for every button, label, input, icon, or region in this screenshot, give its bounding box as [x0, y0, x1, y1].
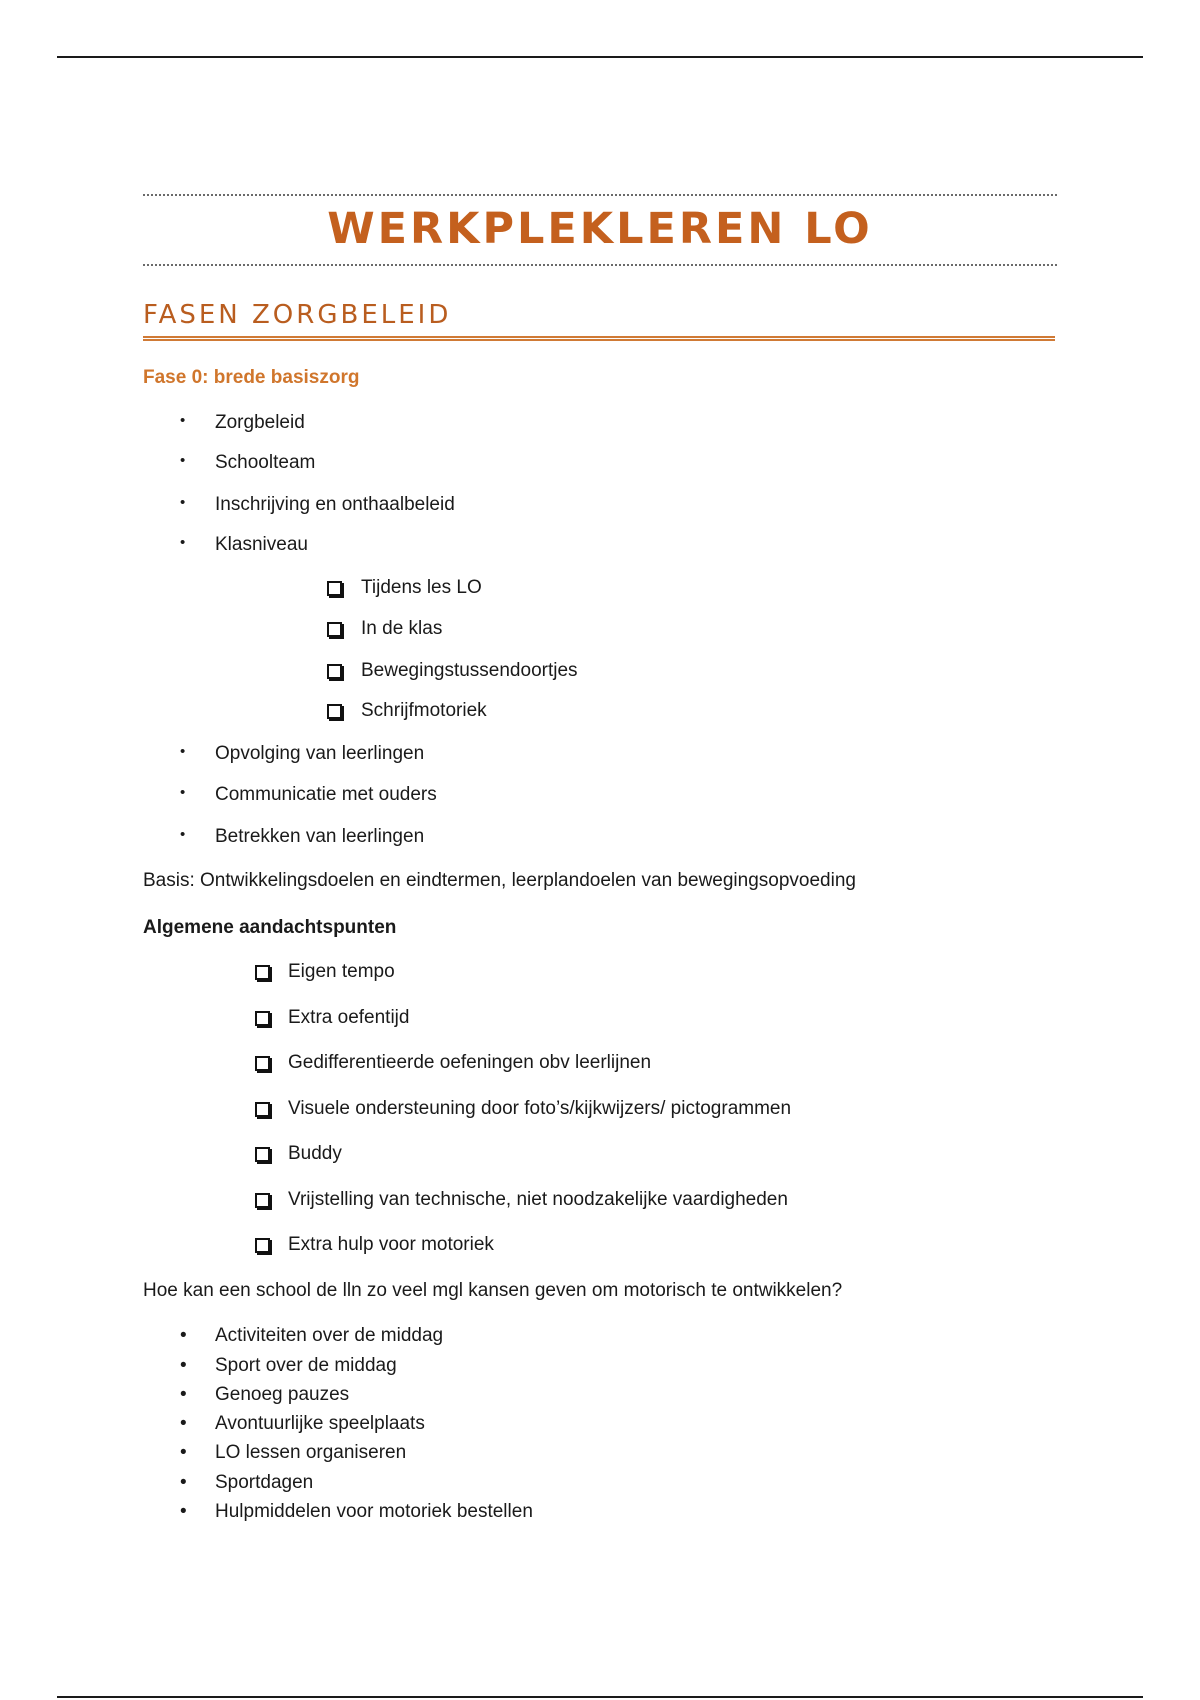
bullet-icon: • — [180, 1384, 187, 1405]
bullet-icon: • — [180, 1442, 187, 1463]
checkbox-icon — [255, 1056, 270, 1071]
answer-item-label: LO lessen organiseren — [215, 1442, 407, 1463]
bullet-icon: • — [180, 412, 186, 429]
list-item-label: Communicatie met ouders — [215, 784, 437, 805]
bullet-icon: • — [180, 452, 186, 469]
list-item-label: Opvolging van leerlingen — [215, 743, 425, 764]
checkbox-icon — [255, 1238, 270, 1253]
answer-item-label: Genoeg pauzes — [215, 1384, 350, 1405]
sublist-item-label: Schrijfmotoriek — [361, 700, 487, 721]
checkbox-icon — [327, 664, 342, 679]
attention-item-label: Gedifferentieerde oefeningen obv leerlijnen — [288, 1052, 652, 1073]
bullet-icon: • — [180, 743, 186, 760]
answer-item-label: Avontuurlijke speelplaats — [215, 1413, 425, 1434]
bullet-icon: • — [180, 494, 186, 511]
checkbox-icon — [255, 1102, 270, 1117]
bullet-icon: • — [180, 784, 186, 801]
sublist-item-label: Tijdens les LO — [361, 577, 482, 598]
question-text: Hoe kan een school de lln zo veel mgl kansen geven om motorisch te ontwikkelen? — [143, 1280, 843, 1301]
attention-item-label: Extra oefentijd — [288, 1007, 410, 1028]
list-item-label: Klasniveau — [215, 534, 308, 555]
attention-item-label: Vrijstelling van technische, niet noodzakelijke vaardigheden — [288, 1189, 788, 1210]
answer-item-label: Sportdagen — [215, 1472, 314, 1493]
attention-heading: Algemene aandachtspunten — [143, 917, 397, 938]
attention-item-label: Visuele ondersteuning door foto’s/kijkwijzers/ pictogrammen — [288, 1098, 792, 1119]
document-title: WERKPLEKLEREN LO — [327, 204, 873, 254]
checkbox-icon — [327, 704, 342, 719]
bullet-icon: • — [180, 1501, 187, 1522]
phase-heading: Fase 0: brede basiszorg — [143, 367, 360, 388]
answer-item-label: Activiteiten over de middag — [215, 1325, 444, 1346]
attention-item-label: Extra hulp voor motoriek — [288, 1234, 494, 1255]
list-item-label: Betrekken van leerlingen — [215, 826, 425, 847]
basis-text: Basis: Ontwikkelingsdoelen en eindtermen, leerplandoelen van bewegingsopvoeding — [143, 870, 856, 891]
checkbox-icon — [255, 1011, 270, 1026]
checkbox-icon — [327, 581, 342, 596]
checkbox-icon — [255, 1193, 270, 1208]
sublist-item-label: Bewegingstussendoortjes — [361, 660, 578, 681]
bullet-icon: • — [180, 534, 186, 551]
sublist-item-label: In de klas — [361, 618, 443, 639]
checkbox-icon — [255, 1147, 270, 1162]
attention-item-label: Eigen tempo — [288, 961, 395, 982]
bullet-icon: • — [180, 1325, 187, 1346]
page-bottom-rule — [57, 1696, 1143, 1698]
bullet-icon: • — [180, 1472, 187, 1493]
page-top-rule — [57, 56, 1143, 58]
bullet-icon: • — [180, 1413, 187, 1434]
attention-item-label: Buddy — [288, 1143, 342, 1164]
list-item-label: Zorgbeleid — [215, 412, 305, 433]
checkbox-icon — [255, 965, 270, 980]
title-box — [143, 194, 1057, 266]
list-item-label: Schoolteam — [215, 452, 316, 473]
section-heading: FASEN ZORGBELEID — [143, 300, 1055, 341]
bullet-icon: • — [180, 826, 186, 843]
checkbox-icon — [327, 622, 342, 637]
list-item-label: Inschrijving en onthaalbeleid — [215, 494, 455, 515]
answer-item-label: Sport over de middag — [215, 1355, 397, 1376]
bullet-icon: • — [180, 1355, 187, 1376]
answer-item-label: Hulpmiddelen voor motoriek bestellen — [215, 1501, 533, 1522]
